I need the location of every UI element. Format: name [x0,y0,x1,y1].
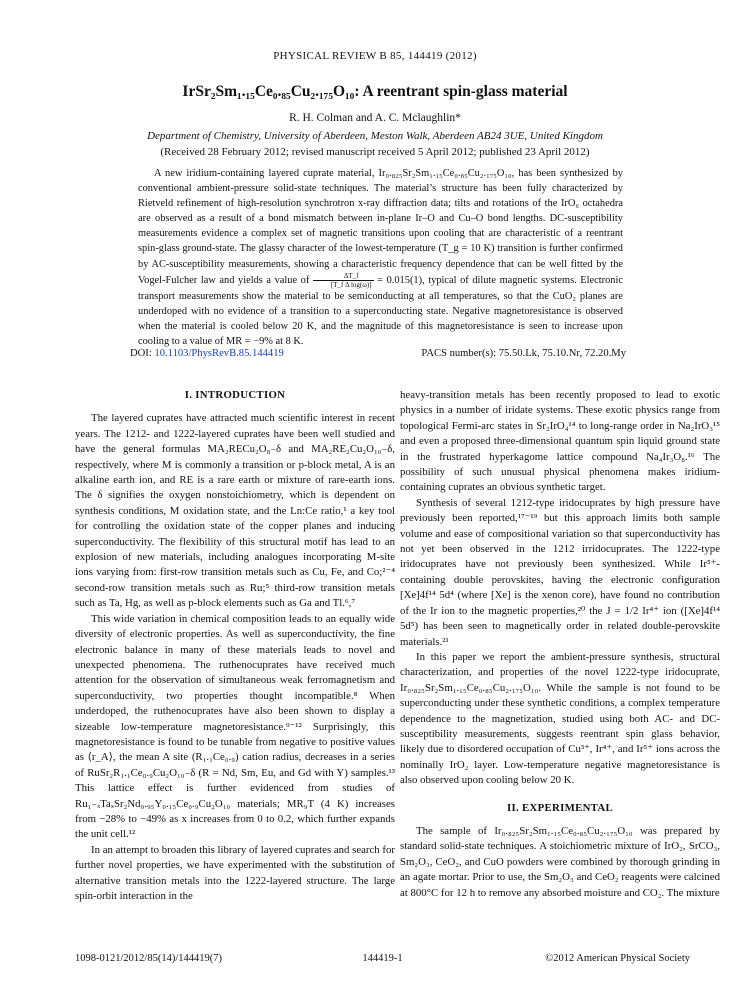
abstract-part2: = 0.015(1), typical of dilute magnetic systems. Electronic transport measurements show the material to be semiconducting at all temperatures, so that the CuO₂ planes are underdoped with no evidence of a transition to a superconducting state. Negative magnetoresistance is observed when the material is cooled below 20 K, and the magnitude of this magnetoresistance is seen to increase upon cooling to a value of MR = −9% at 8 K. [138,274,624,347]
doi-label: DOI: [130,348,152,359]
footer-copyright: ©2012 American Physical Society [545,953,690,964]
abstract-text [138,166,623,349]
doi-link[interactable]: 10.1103/PhysRevB.85.144419 [154,348,284,359]
pacs-numbers: PACS number(s): 75.50.Lk, 75.10.Nr, 72.20.My [421,348,626,359]
right-paragraph-2: Synthesis of several 1212-type iridocuprates by high pressure have previously been reported,¹⁷⁻¹⁹ but this approach limits both sample volume and ease of compositional variation so that superconductivity has not yet been observed in the 1212 irridocuprates. The 1222-type iridocuprates have not previously been synthesized. While Ir⁵⁺-containing double perovskites, having the electronic configuration [Xe]4f¹⁴ 5d⁴ (where [Xe] is the xenon core), have found no contribution of the Ir ion to the magnetic properties,²⁰ the J = 1/2 Ir⁴⁺ ion ([Xe]4f¹⁴ 5d⁵) has been seen to magnetically order in related double-perovskite materials.²¹ [400,496,720,648]
footer-issn: 1098-0121/2012/85(14)/144419(7) [75,953,222,964]
right-paragraph-3: In this paper we report the ambient-pressure synthesis, structural characterization, and properties of the novel 1222-type iridocuprate, Ir₀.₈₂₅Sr₂Sm₁.₁₅Ce₀.₈₅Cu₂.₁₇₅O₁₀. While the sample is not found to be superconducting under these synthetic conditions, a complex temperature dependence to the magnetization, studied using both AC- and DC-susceptibility measurements, suggests reentrant spin glass behavior, likely due to disordered occupation of Cu³⁺, Ir⁴⁺, and Ir⁵⁺ ions across the nominally IrO₂ layer. Low-temperature negative magnetoresistance is also observed upon cooling below 20 K. [400,650,720,787]
fraction-numerator: ΔT_f [313,272,374,281]
journal-header: PHYSICAL REVIEW B 85, 144419 (2012) [273,50,477,62]
page-footer [75,953,690,964]
fraction [313,272,374,289]
right-paragraph-1: heavy-transition metals has been recently proposed to lead to exotic physics in a number of iridate systems. These exotic physics range from topological Fermi-arc states in Sr₂IrO₄¹⁴ to long-range order in Na₂IrO₃¹⁵ and even a proposed three-dimensional quantum spin liquid ground state in the frustrated hyperkagome lattice compound Na₄Ir₃O₈.¹⁶ The possibility of such unusual physical phenomena makes iridium-containing cuprates an obvious synthetic target. [400,389,720,494]
received-dates: (Received 28 February 2012; revised manuscript received 5 April 2012; published 23 April 2012) [160,146,590,158]
abstract [138,166,623,349]
paper-title: IrSr₂Sm₁.₁₅Ce₀.₈₅Cu₂.₁₇₅O₁₀: A reentrant spin-glass material [182,83,568,100]
doi-line [130,348,626,359]
right-column [400,388,720,901]
abstract-part1: A new iridium-containing layered cuprate material, Ir₀.₈₂₅Sr₂Sm₁.₁₅Ce₀.₈₅Cu₂.₁₇₅O₁₀, has been synthesized by conventional ambient-pressure solid-state techniques. The material’s structure has been fully characterized by Rietveld refinement of high-resolution synchrotron x-ray diffraction data; tilts and rotations of the IrO₆ octahedra are observed as a result of a bond mismatch between in-plane Ir–O and Cu–O bond lengths. DC-susceptibility measurements evidence a complex set of magnetic transitions upon cooling that are characteristic of a reentrant spin-glass ground-state. The glassy character of the lowest-temperature (T_g = 10 K) transition is further confirmed by AC-susceptibility measurements, showing a characteristic frequency dependence that can be well fitted by the Vogel-Fulcher law and yields a value of [138,168,623,286]
intro-paragraph-1: The layered cuprates have attracted much scientific interest in recent years. The 1212- and 1222-layered cuprates have been well studied and have the general formulas MA₂RECu₂O₈₋δ and MA₂RE₂Cu₂O₁₀₋δ, respectively, where M is commonly a transition or p-block metal, A is an alkaline earth ion, and RE is a rare earth or mixture of rare-earth ions. The δ signifies the oxygen nonstoichiometry, which is dependent on synthesis conditions, M oxidation state, and the Ln:Ce ratio,¹ a key tool for controlling the oxidation state of the copper planes and inducing superconductivity. The flexibility of this structural motif has lead to an explosion of new materials, including analogues incorporating M-site ions varying from: first-row transition metals such as Cu, Fe, and Co;²⁻⁴ second-row transition metals such as Ru;⁵ third-row transition metals such as Ta, Hg, as well as p-block elements such as Ga and Tl.⁶,⁷ [75,412,395,610]
affiliation: Department of Chemistry, University of Aberdeen, Meston Walk, Aberdeen AB24 3UE, United Kingdom [147,130,603,142]
footer-page-number: 144419-1 [362,953,403,964]
fraction-denominator: [T_f Δ log(ω)] [330,280,372,289]
authors[interactable]: R. H. Colman and A. C. Mclaughlin* [289,112,461,124]
experimental-paragraph-1: The sample of Ir₀.₈₂₅Sr₂Sm₁.₁₅Ce₀.₈₅Cu₂.₁₇₅O₁₀ was prepared by standard solid-state techniques. A stoichiometric mixture of IrO₂, SrCO₃, Sm₂O₃, CeO₂, and CuO powders were combined by thorough grinding in an agate mortar. Prior to use, the Sm₂O₃ and CeO₂ reagents were calcined at 800°C for 12 h to remove any absorbed moisture and CO₂. The mixture [400,824,720,899]
section-heading-introduction: I. INTRODUCTION [184,389,286,401]
intro-paragraph-2: This wide variation in chemical composition leads to an equally wide diversity of electronic properties. As well as superconductivity, the fine electronic balance in many of these materials leads to novel and unexpected phenomena. The ruthenocuprates have received much attention for the observation of simultaneous weak ferromagnetism and superconductivity, two properties thought incompatible.⁸ When underdoped, the ruthenocuprates have also been shown to display a sizeable low-temperature magnetoresistance.⁹⁻¹² Surprisingly, this magnetoresistance is found to be tunable from negative to positive values as ⟨r_A⟩, the mean A site (R₁.₁Ce₀.₉) cation radius, decreases in a series of RuSr₂R₁.₁Ce₀.₉Cu₂O₁₀₋δ (R = Nd, Sm, Eu, and Gd with Y) samples.¹³ This lattice effect is further evidenced from studies of Ru₁₋ₓTaₓSr₂Nd₀.₉₅Y₀.₁₅Ce₀.₉Cu₂O₁₀ materials; MR₉T (4 K) increases from −28% to −49% as x increases from 0 to 0.2, which further expands the unit cell.¹² [75,612,395,841]
left-column [75,388,395,904]
intro-paragraph-3: In an attempt to broaden this library of layered cuprates and search for further novel properties, we have experimented with the substitution of alternative transition metals into the 1222-layered structure. The large spin-orbit interaction in the [75,843,395,902]
section-heading-experimental: II. EXPERIMENTAL [507,801,613,814]
